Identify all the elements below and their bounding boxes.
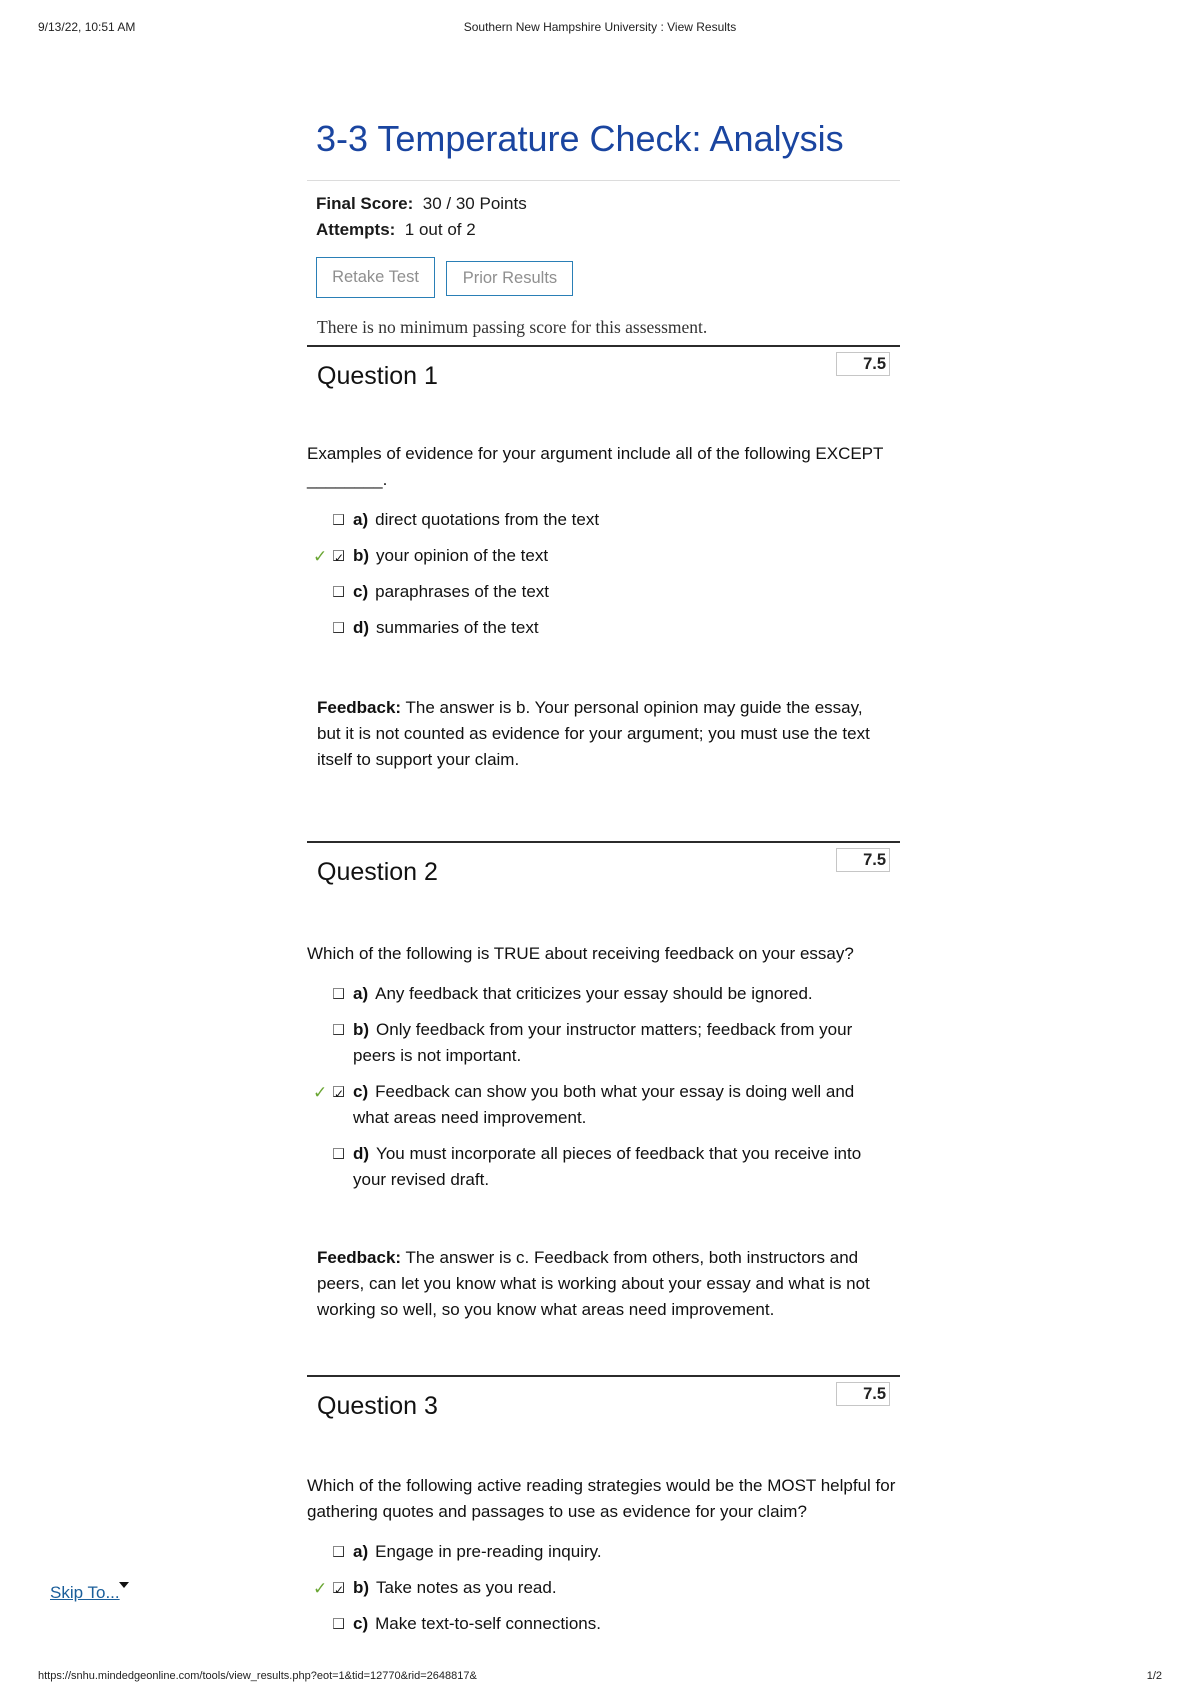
print-date: 9/13/22, 10:51 AM: [38, 20, 136, 34]
option-text: Take notes as you read.: [376, 1578, 557, 1597]
score-summary: [307, 181, 900, 243]
option-letter: b): [353, 1578, 370, 1597]
option-letter: a): [353, 984, 369, 1003]
answer-option: [307, 1141, 900, 1193]
option-text: Feedback can show you both what your essay is doing well and what areas need improvement.: [353, 1082, 855, 1127]
question-1: [307, 345, 900, 841]
empty-box-icon: [333, 622, 344, 633]
answer-options: [307, 1539, 900, 1637]
option-letter: d): [353, 1144, 370, 1163]
checked-box-icon: ✓: [334, 1583, 345, 1597]
retake-test-button[interactable]: Retake Test: [316, 257, 435, 298]
feedback-label: Feedback:: [317, 698, 402, 717]
empty-box-icon: [333, 988, 344, 999]
option-letter: a): [353, 510, 369, 529]
question-points: 7.5: [836, 848, 890, 872]
option-letter: c): [353, 1082, 369, 1101]
results-content: [307, 110, 900, 1647]
answer-option-selected: [307, 1079, 900, 1131]
question-text: Examples of evidence for your argument include all of the following EXCEPT ________.: [307, 444, 884, 489]
final-score-value: 30 / 30 Points: [422, 194, 527, 213]
option-text: You must incorporate all pieces of feedback that you receive into your revised draft.: [353, 1144, 862, 1189]
check-icon: ✓: [313, 1579, 328, 1598]
page-title: 3-3 Temperature Check: Analysis: [307, 110, 900, 181]
question-2: [307, 841, 900, 1375]
empty-box-icon: [333, 1024, 344, 1035]
feedback-text: The answer is b. Your personal opinion may guide the essay, but it is not counted as evidence for your argument; you must use the text itself to support your claim.: [317, 698, 870, 769]
empty-box-icon: [333, 1546, 344, 1557]
question-points: 7.5: [836, 1382, 890, 1406]
question-text: Which of the following is TRUE about receiving feedback on your essay?: [307, 944, 854, 963]
answer-option: [307, 981, 900, 1007]
option-text: Only feedback from your instructor matters; feedback from your peers is not important.: [353, 1020, 853, 1065]
answer-option: [307, 507, 900, 533]
question-title: Question 2: [317, 858, 438, 886]
feedback-text: The answer is c. Feedback from others, both instructors and peers, can let you know what is working about your essay and what is not working so well, so you know what areas need improvement.: [317, 1248, 870, 1319]
final-score-row: [316, 191, 891, 217]
answer-option: [307, 615, 900, 641]
answer-option: [307, 1611, 900, 1637]
option-text: Make text-to-self connections.: [375, 1614, 601, 1633]
attempts-label: Attempts:: [316, 220, 396, 239]
caret-down-icon[interactable]: [119, 1582, 129, 1588]
question-title: Question 1: [317, 362, 438, 390]
print-doc-title: Southern New Hampshire University : View Results: [463, 20, 737, 34]
question-title: Question 3: [317, 1392, 438, 1420]
answer-options: [307, 507, 900, 641]
option-text: direct quotations from the text: [375, 510, 600, 529]
empty-box-icon: [333, 514, 344, 525]
option-letter: a): [353, 1542, 369, 1561]
option-letter: c): [353, 1614, 369, 1633]
checked-box-icon: ✓: [334, 551, 345, 565]
check-icon: ✓: [313, 547, 328, 566]
feedback: [307, 695, 900, 773]
option-letter: b): [353, 1020, 370, 1039]
option-text: your opinion of the text: [376, 546, 549, 565]
answer-option: [307, 1017, 900, 1069]
question-3: [307, 1375, 900, 1637]
answer-options: [307, 981, 900, 1193]
option-letter: c): [353, 582, 369, 601]
question-points: 7.5: [836, 352, 890, 376]
option-text: summaries of the text: [376, 618, 539, 637]
action-buttons: [307, 243, 900, 301]
print-url: https://snhu.mindedgeonline.com/tools/view_results.php?eot=1&tid=12770&rid=2648817&: [38, 1670, 477, 1682]
answer-option-selected: [307, 1575, 900, 1601]
answer-option: [307, 1539, 900, 1565]
option-text: Any feedback that criticizes your essay should be ignored.: [375, 984, 813, 1003]
option-text: paraphrases of the text: [375, 582, 550, 601]
check-icon: ✓: [313, 1083, 328, 1102]
option-letter: b): [353, 546, 370, 565]
skip-to-link[interactable]: Skip To...: [50, 1583, 120, 1602]
feedback: [307, 1245, 900, 1323]
prior-results-button[interactable]: Prior Results: [446, 261, 573, 296]
feedback-label: Feedback:: [317, 1248, 402, 1267]
question-text: Which of the following active reading strategies would be the MOST helpful for gathering quotes and passages to use as evidence for your claim?: [307, 1476, 896, 1521]
option-text: Engage in pre-reading inquiry.: [375, 1542, 602, 1561]
passing-score-note: There is no minimum passing score for this assessment.: [317, 317, 708, 337]
empty-box-icon: [333, 1148, 344, 1159]
answer-option: [307, 579, 900, 605]
empty-box-icon: [333, 1618, 344, 1629]
final-score-label: Final Score:: [316, 194, 414, 213]
checked-box-icon: ✓: [334, 1087, 345, 1101]
print-page-number: 1/2: [1146, 1670, 1162, 1682]
answer-option-selected: [307, 543, 900, 569]
attempts-value: 1 out of 2: [404, 220, 476, 239]
empty-box-icon: [333, 586, 344, 597]
option-letter: d): [353, 618, 370, 637]
attempts-row: [316, 217, 891, 243]
